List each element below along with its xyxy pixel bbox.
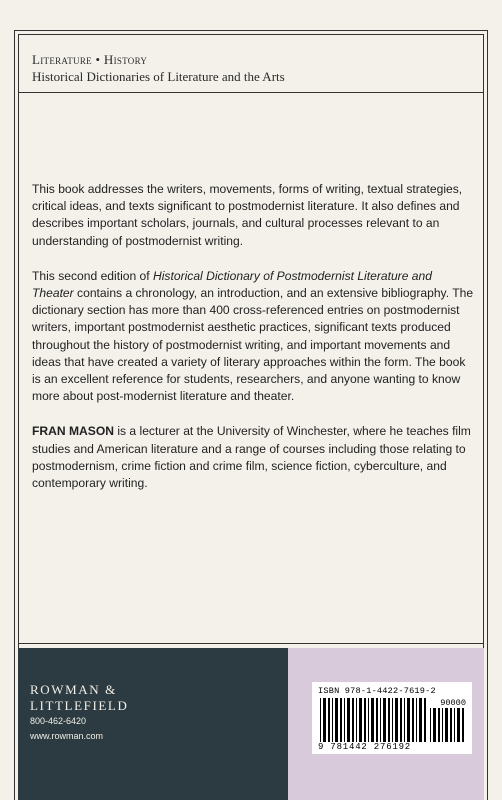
series-subject-line: Literature • History (32, 52, 148, 67)
publisher-contact (30, 714, 103, 744)
publisher-name-line2: LITTLEFIELD (30, 698, 129, 713)
publisher-panel (18, 648, 288, 800)
blurb-paragraph-2-rest: contains a chronology, an introduction, and an extensive bibliography. The dictionary section has more than 400 cross-referenced entries on postmodernist writers, important postmodernist aesthetic practices, significant texts produced throughout the history of postmodernist writing, and important movements and ideas that have created a variety of literary approaches within the form. The book is an excellent reference for students, researchers, and anyone wanting to know more about post-modernist literature and theater. (32, 286, 474, 404)
author-bio-text: is a lecturer at the University of Winchester, where he teaches film studies and American literature and a range of courses including those relating to postmodernism, crime fiction and crime film, science fiction, cyberculture, and contemporary writing. (32, 424, 471, 491)
publisher-phone: 800-462-6420 (30, 716, 87, 726)
barcode-bars-icon (320, 698, 428, 742)
series-header (32, 52, 472, 86)
barcode-label (312, 682, 472, 754)
publisher-website: www.rowman.com (30, 731, 104, 741)
price-code: 90000 (440, 698, 466, 708)
author-bio (32, 423, 474, 492)
blurb-paragraph-2 (32, 268, 474, 406)
series-title-line: Historical Dictionaries of Literature and the Arts (32, 69, 285, 84)
header-divider (18, 92, 484, 93)
barcode-digits: 9 781442 276192 (318, 742, 412, 752)
author-name: FRAN MASON (32, 424, 114, 439)
footer-divider (18, 643, 484, 644)
isbn-number: ISBN 978-1-4422-7619-2 (318, 686, 436, 696)
blurb-text (32, 181, 474, 510)
publisher-name-line1: ROWMAN & (30, 682, 117, 697)
blurb-paragraph-2-intro: This second edition of (32, 268, 154, 283)
publisher-logo (30, 682, 128, 714)
barcode-addon-bars-icon (430, 708, 466, 742)
book-title-italic: Historical Dictionary of Postmodernist Literature and Theater (32, 268, 432, 301)
barcode-panel-background (288, 648, 484, 800)
blurb-paragraph-1: This book addresses the writers, movements, forms of writing, textual strategies, critical ideas, and texts significant to postmodernist literature. It also defines and describes important scholars, journals, and cultural processes relevant to an understanding of postmodernist writing. (32, 182, 463, 248)
